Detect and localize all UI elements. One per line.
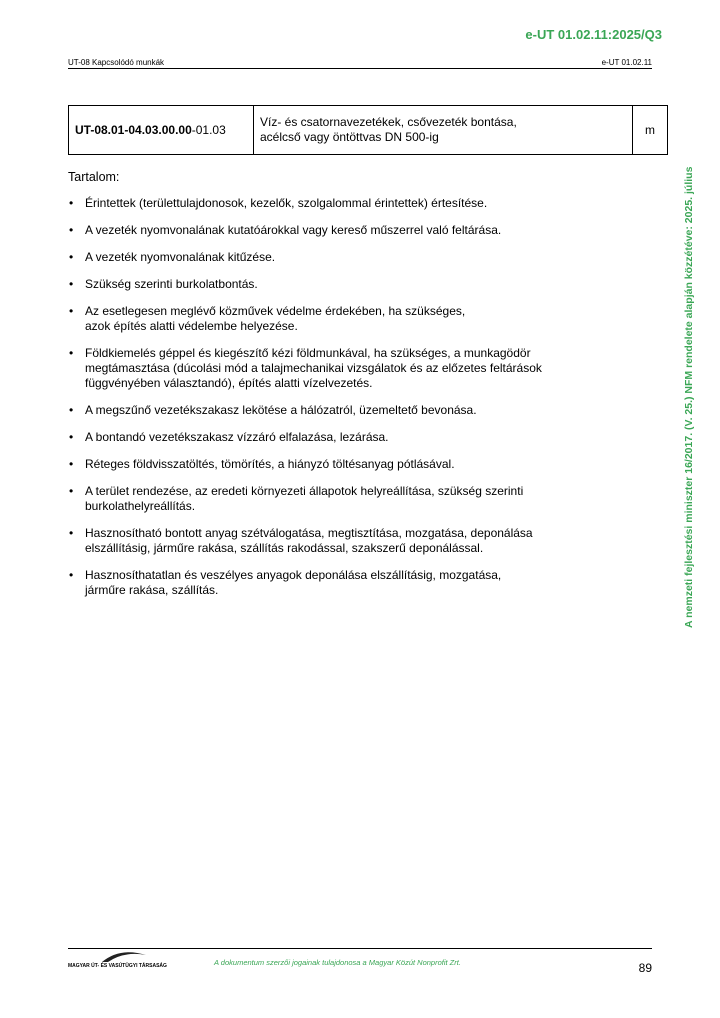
list-item-line: azok építés alatti védelembe helyezése. bbox=[85, 319, 298, 333]
item-description-line: Víz- és csatornavezetékek, csővezeték bontása, bbox=[260, 115, 517, 129]
document-code: e-UT 01.02.11:2025/Q3 bbox=[525, 27, 662, 42]
list-item-line: megtámasztása (dúcolási mód a talajmechanikai vizsgálatok és az előzetes feltárások bbox=[85, 361, 542, 375]
list-item-line: járműre rakása, szállítás. bbox=[85, 583, 219, 597]
header-divider bbox=[68, 68, 652, 69]
item-code-suffix: -01.03 bbox=[191, 123, 226, 137]
list-item-line: • Réteges földvisszatöltés, tömörítés, a hiányzó töltésanyag pótlásával. bbox=[85, 457, 455, 471]
list-item-line: függvényében választandó), építés alatti vízelvezetés. bbox=[85, 376, 373, 390]
logo-text: MAGYAR ÚT- ÉS VASÚTÜGYI TÁRSASÁG bbox=[68, 963, 167, 969]
header-reference: e-UT 01.02.11 bbox=[601, 58, 652, 67]
list-item-line: elszállításig, járműre rakása, szállítás rakodással, szakszerű deponálással. bbox=[85, 541, 484, 555]
list-item-line: • A bontandó vezetékszakasz vízzáró elfalazása, lezárása. bbox=[85, 430, 389, 444]
list-item-line: • Hasznosítható bontott anyag szétválogatása, megtisztítása, mozgatása, deponálása bbox=[85, 526, 533, 540]
list-item-line: • A vezeték nyomvonalának kutatóárokkal vagy kereső műszerrel való feltárása. bbox=[85, 223, 502, 237]
item-code bbox=[69, 106, 254, 155]
page-number: 89 bbox=[638, 961, 652, 975]
list-item bbox=[68, 250, 628, 265]
list-item bbox=[68, 568, 628, 598]
list-item-line: • Hasznosíthatatlan és veszélyes anyagok deponálása elszállításig, mozgatása, bbox=[85, 568, 502, 582]
item-unit: m bbox=[633, 106, 668, 155]
item-table bbox=[68, 105, 668, 155]
footer-logo bbox=[68, 949, 168, 973]
item-description-line: acélcső vagy öntöttvas DN 500-ig bbox=[260, 130, 439, 144]
road-logo-icon bbox=[102, 949, 146, 963]
list-item-line: burkolathelyreállítás. bbox=[85, 499, 196, 513]
section-title: UT-08 Kapcsolódó munkák bbox=[68, 58, 165, 67]
list-item bbox=[68, 403, 628, 418]
copyright-notice: A dokumentum szerzői jogainak tulajdonosa a Magyar Közút Nonprofit Zrt. bbox=[214, 958, 461, 967]
list-item-line: • A vezeték nyomvonalának kitűzése. bbox=[85, 250, 276, 264]
list-item-line: • A megszűnő vezetékszakasz lekötése a hálózatról, üzemeltető bevonása. bbox=[85, 403, 477, 417]
list-item bbox=[68, 304, 628, 334]
list-item-line: • A terület rendezése, az eredeti környezeti állapotok helyreállítása, szükség szerinti bbox=[85, 484, 524, 498]
publication-note: A nemzeti fejlesztési miniszter 16/2017. (V. 25.) NFM rendelete alapján közzétéve: 2025. július bbox=[683, 166, 695, 628]
list-item bbox=[68, 346, 628, 391]
content-list bbox=[68, 196, 628, 610]
list-item bbox=[68, 484, 628, 514]
list-item-line: • Az esetlegesen meglévő közművek védelme érdekében, ha szükséges, bbox=[85, 304, 466, 318]
item-description bbox=[254, 106, 633, 155]
list-item bbox=[68, 223, 628, 238]
item-row bbox=[69, 106, 668, 155]
list-item-line: • Szükség szerinti burkolatbontás. bbox=[85, 277, 258, 291]
list-item bbox=[68, 196, 628, 211]
list-item bbox=[68, 457, 628, 472]
item-code-main: UT-08.01-04.03.00.00 bbox=[75, 123, 192, 137]
list-item bbox=[68, 430, 628, 445]
list-item-line: • Földkiemelés géppel és kiegészítő kézi földmunkával, ha szükséges, a munkagödör bbox=[85, 346, 531, 360]
list-item-line: • Érintettek (területtulajdonosok, kezelők, szolgalommal érintettek) értesítése. bbox=[85, 196, 488, 210]
list-item bbox=[68, 526, 628, 556]
list-item bbox=[68, 277, 628, 292]
content-heading: Tartalom: bbox=[68, 170, 120, 184]
